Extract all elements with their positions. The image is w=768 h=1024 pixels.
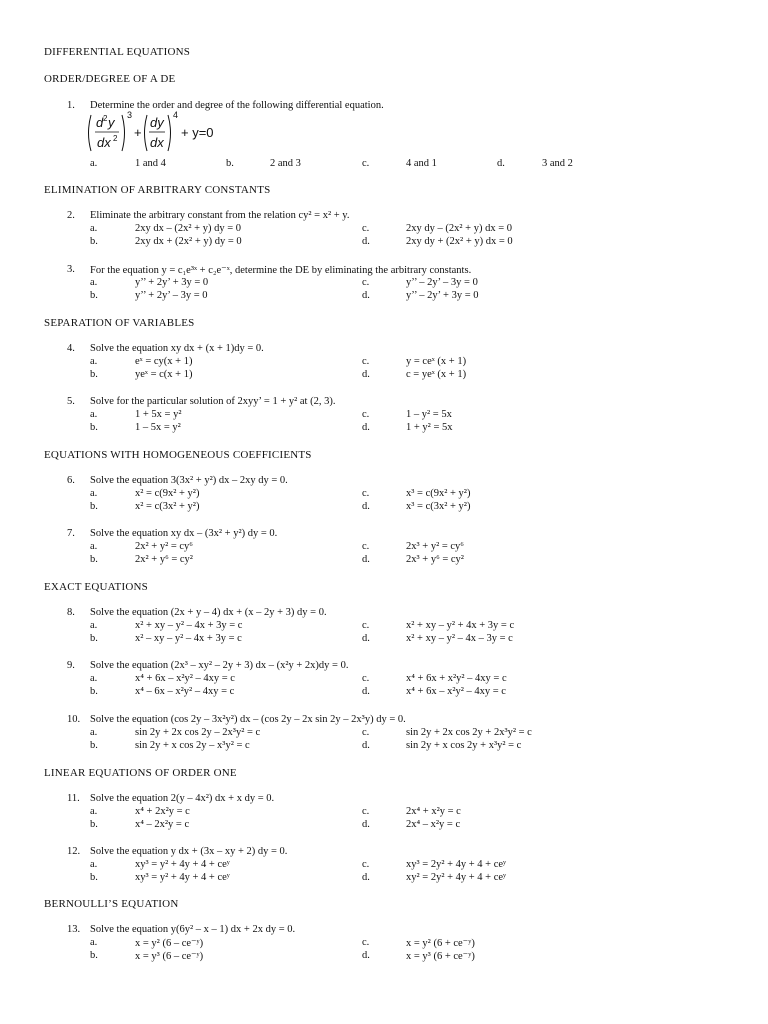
option-label: b. [90,950,98,961]
option-label: d. [362,633,370,644]
question-number: 5. [67,396,75,407]
option-label: a. [90,277,98,288]
option-answer: 1 + 5x = y² [135,409,182,420]
option-answer: x⁴ – 2x²y = c [135,819,190,830]
question-number: 12. [67,846,81,857]
option-answer: x⁴ + 6x + x²y² – 4xy = c [406,673,507,684]
option-answer: 2x³ + y⁶ = cy² [406,554,464,565]
eq-exp-4: 4 [173,110,179,120]
option-answer: x⁴ – 6x – x²y² – 4xy = c [135,686,235,697]
option-label: c. [362,859,370,870]
eq-dx2: dx [150,135,164,150]
option-answer: x² + xy – y² – 4x + 3y = c [135,620,243,631]
option-answer: 1 – 5x = y² [135,422,181,433]
option-answer: y’’ – 2y’ – 3y = 0 [406,277,478,288]
option-answer: sin 2y + x cos 2y – x³y² = c [135,740,250,751]
question-text: Solve the equation xy dx – (3x² + y²) dy = 0. [90,528,278,539]
option-label: c. [362,356,370,367]
option-label: d. [362,501,370,512]
option-label: c. [362,673,370,684]
question-number: 6. [67,475,75,486]
differential-equation-figure [86,109,236,157]
option-label: b. [226,158,234,169]
option-label: a. [90,541,98,552]
eq-exp-2b: 2 [113,134,118,143]
option-label: d. [362,290,370,301]
option-label: a. [90,806,98,817]
eq-dy: dy [150,115,164,130]
option-answer: x³ = c(3x² + y²) [406,501,471,512]
option-answer: 4 and 1 [406,158,437,169]
question-text: Solve the equation y dx + (3x – xy + 2) dy = 0. [90,846,288,857]
option-answer: y’’ + 2y’ + 3y = 0 [135,277,209,288]
option-label: c. [362,488,370,499]
question-text: For the equation y = c₁e³ˣ + c₂e⁻ˣ, determine the DE by eliminating the arbitrary constants. [90,265,472,276]
option-label: d. [497,158,505,169]
option-answer: x² = c(9x² + y²) [135,488,200,499]
option-label: d. [362,369,370,380]
option-label: b. [90,686,98,697]
question-number: 3. [67,264,75,275]
option-label: a. [90,673,98,684]
eq-tail: + y=0 [181,125,214,140]
question-text: Eliminate the arbitrary constant from the relation cy² = x² + y. [90,210,350,221]
question-number: 9. [67,660,75,671]
section-heading-homogeneous: EQUATIONS WITH HOMOGENEOUS COEFFICIENTS [44,449,312,461]
section-heading-linear: LINEAR EQUATIONS OF ORDER ONE [44,767,237,779]
option-label: d. [362,236,370,247]
option-answer: 2xy dy + (2x² + y) dx = 0 [406,236,513,247]
option-answer: 2x² + y² = cy⁶ [135,541,193,552]
option-answer: x = y² (6 + ce⁻ʸ) [406,938,475,949]
option-answer: sin 2y + 2x cos 2y + 2x³y² = c [406,727,532,738]
option-label: a. [90,727,98,738]
question-text: Solve the equation xy dx + (x + 1)dy = 0. [90,343,264,354]
question-number: 4. [67,343,75,354]
eq-exp-2: 2 [103,114,108,123]
option-label: b. [90,290,98,301]
option-label: a. [90,409,98,420]
option-label: c. [362,937,370,948]
option-answer: 2x⁴ + x²y = c [406,806,461,817]
option-answer: xy³ = 2y² + 4y + 4 + ceʸ [406,859,507,870]
option-label: d. [362,554,370,565]
question-text: Solve the equation 3(3x² + y²) dx – 2xy dy = 0. [90,475,288,486]
option-label: c. [362,158,370,169]
option-label: c. [362,541,370,552]
option-answer: xy³ = y² + 4y + 4 + ceʸ [135,859,230,870]
question-text: Solve the equation (2x³ – xy² – 2y + 3) dx – (x²y + 2x)dy = 0. [90,660,349,671]
option-label: a. [90,859,98,870]
option-label: a. [90,488,98,499]
option-label: d. [362,819,370,830]
option-label: a. [90,937,98,948]
option-label: d. [362,950,370,961]
option-answer: x² – xy – y² – 4x + 3y = c [135,633,242,644]
option-label: a. [90,158,98,169]
question-number: 11. [67,793,80,804]
question-number: 8. [67,607,75,618]
option-label: b. [90,554,98,565]
section-heading-order-degree: ORDER/DEGREE OF A DE [44,73,176,85]
option-answer: 2x⁴ – x²y = c [406,819,461,830]
section-heading-elimination: ELIMINATION OF ARBITRARY CONSTANTS [44,184,271,196]
option-label: c. [362,223,370,234]
option-answer: 1 + y² = 5x [406,422,453,433]
option-label: c. [362,277,370,288]
option-label: b. [90,501,98,512]
question-number: 1. [67,100,75,111]
option-label: c. [362,727,370,738]
option-label: a. [90,620,98,631]
option-answer: x³ = c(9x² + y²) [406,488,471,499]
option-label: b. [90,633,98,644]
option-answer: 2xy dx – (2x² + y) dy = 0 [135,223,241,234]
question-number: 7. [67,528,75,539]
option-answer: y’’ + 2y’ – 3y = 0 [135,290,208,301]
option-answer: x = y² (6 – ce⁻ʸ) [135,938,204,949]
question-text: Solve the equation 2(y – 4x²) dx + x dy = 0. [90,793,275,804]
section-heading-bernoulli: BERNOULLI’S EQUATION [44,898,179,910]
section-heading-exact: EXACT EQUATIONS [44,581,148,593]
question-number: 13. [67,924,81,935]
option-answer: 3 and 2 [542,158,573,169]
option-answer: x⁴ + 2x²y = c [135,806,190,817]
question-text: Solve the equation y(6y² – x – 1) dx + 2x dy = 0. [90,924,296,935]
option-answer: x² + xy – y² – 4x – 3y = c [406,633,513,644]
option-answer: xy² = 2y² + 4y + 4 + ceʸ [406,872,507,883]
option-answer: y’’ – 2y’ + 3y = 0 [406,290,479,301]
question-number: 10. [67,714,81,725]
option-label: a. [90,356,98,367]
question-number: 2. [67,210,75,221]
option-answer: 2xy dx + (2x² + y) dy = 0 [135,236,242,247]
option-answer: sin 2y + 2x cos 2y – 2x³y² = c [135,727,261,738]
option-answer: sin 2y + x cos 2y + x³y² = c [406,740,522,751]
option-answer: 1 and 4 [135,158,166,169]
option-answer: 2 and 3 [270,158,301,169]
option-answer: 2x² + y⁶ = cy² [135,554,193,565]
option-answer: x = y³ (6 – ce⁻ʸ) [135,951,204,962]
option-answer: xy³ = y² + 4y + 4 + ceʸ [135,872,230,883]
option-answer: 2xy dy – (2x² + y) dx = 0 [406,223,512,234]
question-text: Solve the equation (cos 2y – 3x²y²) dx – (cos 2y – 2x sin 2y – 2x³y) dy = 0. [90,714,406,725]
option-label: a. [90,223,98,234]
eq-y: y [108,115,115,130]
option-answer: x = y³ (6 + ce⁻ʸ) [406,951,475,962]
question-text: Solve the equation (2x + y – 4) dx + (x – 2y + 3) dy = 0. [90,607,327,618]
eq-d: d [96,115,104,130]
eq-exp-3: 3 [127,110,133,120]
option-label: d. [362,740,370,751]
option-answer: c = yeˣ (x + 1) [406,369,467,380]
option-label: d. [362,422,370,433]
option-label: b. [90,819,98,830]
option-answer: x⁴ + 6x – x²y² – 4xy = c [406,686,506,697]
option-label: c. [362,409,370,420]
option-label: b. [90,236,98,247]
option-answer: 2x³ + y² = cy⁶ [406,541,464,552]
option-label: d. [362,872,370,883]
option-answer: eˣ = cy(x + 1) [135,356,193,367]
option-label: b. [90,872,98,883]
option-label: c. [362,620,370,631]
option-answer: y = ceˣ (x + 1) [406,356,467,367]
document-title: DIFFERENTIAL EQUATIONS [44,46,191,58]
option-answer: x² = c(3x² + y²) [135,501,200,512]
option-label: d. [362,686,370,697]
option-answer: yeˣ = c(x + 1) [135,369,193,380]
option-answer: 1 – y² = 5x [406,409,452,420]
option-label: b. [90,422,98,433]
question-text: Solve for the particular solution of 2xyy’ = 1 + y² at (2, 3). [90,396,336,407]
option-label: b. [90,740,98,751]
option-answer: x⁴ + 6x – x²y² – 4xy = c [135,673,235,684]
eq-dx: dx [97,135,111,150]
option-answer: x² + xy – y² + 4x + 3y = c [406,620,515,631]
question-text: Determine the order and degree of the following differential equation. [90,100,384,111]
section-heading-separation: SEPARATION OF VARIABLES [44,317,195,329]
option-label: c. [362,806,370,817]
option-label: b. [90,369,98,380]
eq-plus: + [134,125,142,140]
